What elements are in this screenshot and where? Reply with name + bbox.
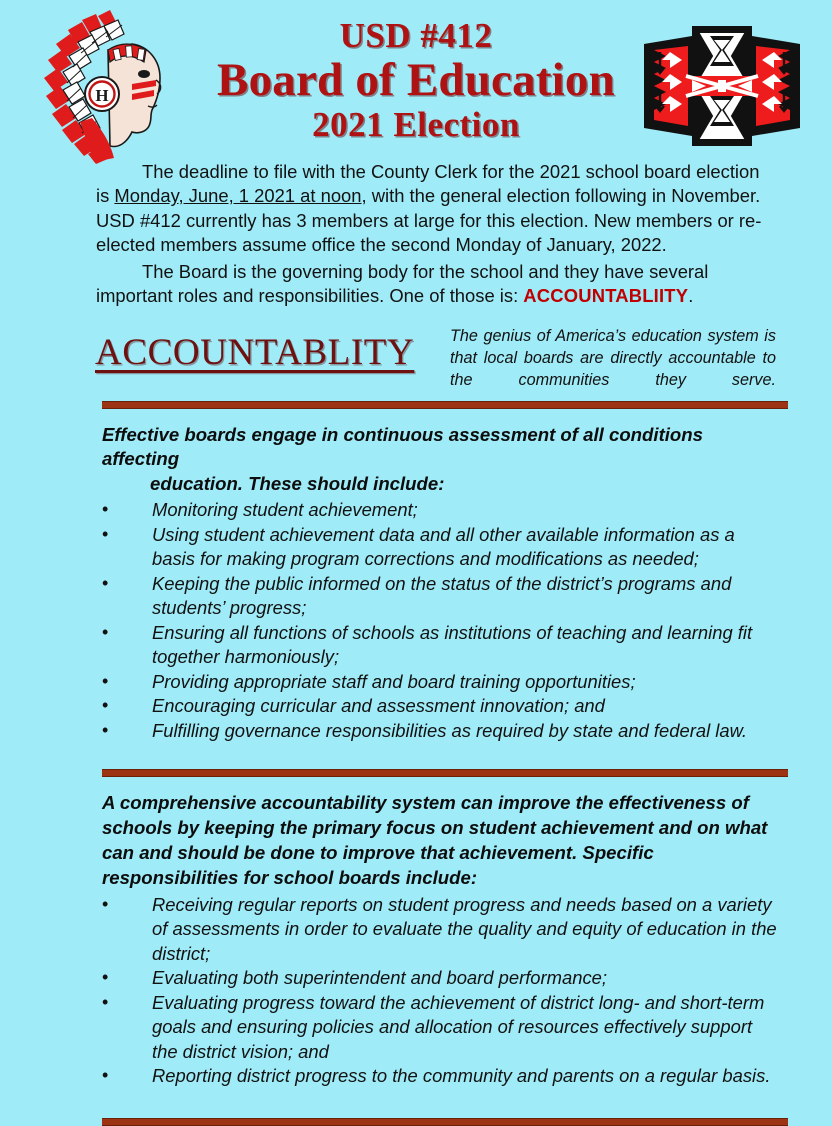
list-item-text: Receiving regular reports on student progress and needs based on a variety of assessments in order to evaluate the quality and equity of education in the district; <box>152 893 777 964</box>
native-american-chief-head-logo <box>36 6 176 166</box>
list-item <box>102 893 778 966</box>
list-item-text: Providing appropriate staff and board training opportunities; <box>152 670 636 692</box>
bullet-icon: • <box>102 1065 109 1085</box>
intro-p1-text-after-date: , with the general election following in November. USD #412 currently has 3 members at large for this election. New members or re-elected members assume office the second Monday of January, 2022. <box>96 185 762 256</box>
title-line-usd: USD #412 <box>339 16 493 55</box>
title-line-election: 2021 Election <box>312 105 520 145</box>
section-divider-middle <box>102 769 788 777</box>
list-item <box>102 719 778 743</box>
list-item <box>102 523 778 572</box>
list-item <box>102 670 778 694</box>
section2-bullet-list <box>102 893 778 1089</box>
accountability-quote: The genius of America’s education system is that local boards are directly accountable to the communities they serve. <box>450 326 776 389</box>
bullet-icon: • <box>102 523 109 544</box>
list-item-text: Monitoring student achievement; <box>152 499 418 521</box>
section-divider-bottom <box>102 1118 788 1126</box>
bullet-icon: • <box>102 719 109 740</box>
bullet-icon: • <box>102 572 109 593</box>
bullet-icon: • <box>102 621 109 642</box>
list-item <box>102 966 778 990</box>
bullet-icon: • <box>102 893 109 914</box>
list-item <box>102 694 778 718</box>
intro-paragraph-1 <box>0 160 832 258</box>
list-item <box>102 621 778 670</box>
section1-bullet-list <box>102 498 778 743</box>
intro-paragraph-2 <box>0 260 832 309</box>
list-item-text: Ensuring all functions of schools as institutions of teaching and learning fit together harmoniously; <box>152 621 753 668</box>
accountability-heading: ACCOUNTABLITY <box>95 331 415 373</box>
list-item-text: Reporting district progress to the community and parents on a regular basis. <box>152 1065 771 1086</box>
title-line-board: Board of Education <box>217 54 615 107</box>
section1-lead-line-2: education. These should include: <box>150 472 445 494</box>
bullet-icon: • <box>102 967 109 988</box>
page-title <box>186 18 646 144</box>
bullet-icon: • <box>102 499 109 520</box>
accountability-heading-row <box>0 326 832 393</box>
intro-p1-text-before-date: The deadline to file with the County Clerk for the 2021 school board election is <box>96 161 760 207</box>
document-header <box>0 0 832 162</box>
bullet-icon: • <box>102 670 109 691</box>
svg-text:H: H <box>95 86 109 105</box>
section2-lead: A comprehensive accountability system can improve the effectiveness of schools by keeping the primary focus on student achievement and on what can and should be done to improve that achievement. Specific responsibilities for school boards include: <box>102 792 768 888</box>
intro-p2-text-before-highlight: The Board is the governing body for the school and they have several important roles and responsibilities. One of those is: <box>96 260 709 307</box>
section-effective-boards <box>0 423 832 743</box>
native-american-cross-emblem-logo <box>636 22 808 150</box>
list-item <box>102 991 778 1064</box>
list-item <box>102 1064 778 1088</box>
bullet-icon: • <box>102 695 109 716</box>
filing-deadline-date: Monday, June, 1 2021 at noon <box>114 185 362 207</box>
bullet-icon: • <box>102 991 109 1012</box>
list-item-text: Keeping the public informed on the status of the district’s programs and students’ progress; <box>152 572 732 619</box>
document-body <box>0 160 832 1126</box>
section-comprehensive-system <box>0 791 832 1088</box>
list-item <box>102 498 778 522</box>
accountability-inline-highlight: ACCOUNTABLIITY <box>523 285 689 307</box>
list-item-text: Encouraging curricular and assessment innovation; and <box>152 695 605 717</box>
intro-p2-text-after-highlight: . <box>688 285 694 307</box>
list-item <box>102 572 778 621</box>
list-item-text: Evaluating progress toward the achievement of district long- and short-term goals and ensuring policies and allocation of resources effectively support the district vision; and <box>152 991 765 1062</box>
section1-lead-line-1: Effective boards engage in continuous assessment of all conditions affecting <box>102 423 703 470</box>
list-item-text: Using student achievement data and all other available information as a basis for making program corrections and modifications as needed; <box>152 523 735 570</box>
list-item-text: Evaluating both superintendent and board performance; <box>152 967 607 989</box>
list-item-text: Fulfilling governance responsibilities as required by state and federal law. <box>152 719 747 741</box>
